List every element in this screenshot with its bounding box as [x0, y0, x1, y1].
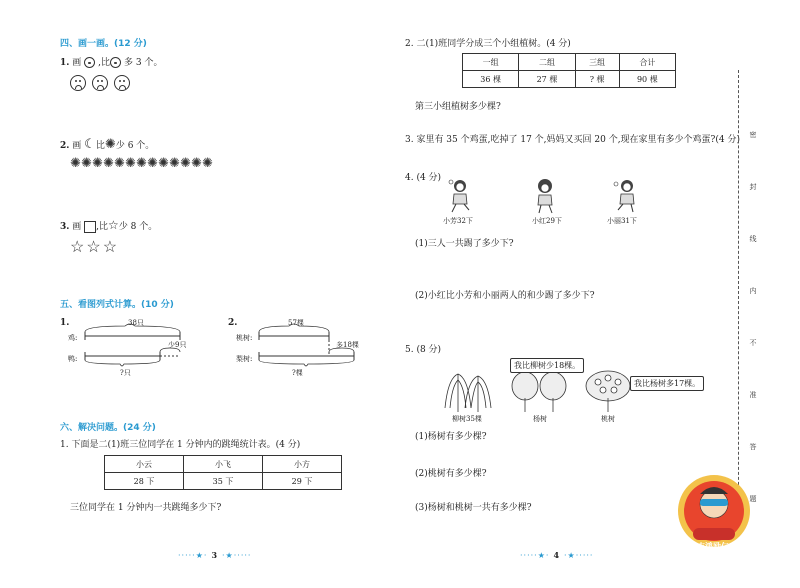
table-cell: 90 棵: [619, 71, 675, 88]
label-pear: 梨树:: [236, 355, 253, 363]
seal-line-char: 答: [749, 443, 757, 451]
tree-table: [462, 53, 676, 88]
sun-icon: ✺: [70, 156, 81, 171]
question-5-part-3: (3)杨树和桃树一共有多少棵?: [415, 503, 532, 513]
tree-label-willow: 柳树35棵: [452, 415, 482, 423]
table-cell: 27 棵: [519, 71, 575, 88]
draw-question-3: 3. 画 ,比☆少 8 个。: [60, 218, 158, 232]
table-header: 三组: [575, 54, 619, 71]
sad-faces-row: [70, 75, 133, 94]
bottom-value-1: ?只: [120, 369, 131, 377]
girl-kicking-icon: [530, 178, 560, 214]
question-6-1-ask: 三位同学在 1 分钟内一共跳绳多少下?: [70, 503, 222, 513]
table-header: 二组: [519, 54, 575, 71]
star-icon: ☆: [86, 237, 101, 256]
badge-text: 志鸿励仁: [697, 542, 729, 551]
top-value-1: 38只: [128, 319, 144, 327]
sun-icon: ✺: [147, 156, 158, 171]
label-peach: 桃树:: [236, 334, 253, 342]
question-4-part-1: (1)三人一共踢了多少下?: [415, 239, 514, 249]
seal-line-char: 封: [749, 183, 757, 191]
table-header: 一组: [463, 54, 519, 71]
draw-question-1: 1. 画 ,比 多 3 个。: [60, 58, 163, 68]
girl-kicking-icon: [445, 178, 475, 214]
seal-line-char: 不: [749, 339, 757, 347]
sun-icon: ✺: [180, 156, 191, 171]
sun-icon: ✺: [202, 156, 213, 171]
moon-icon: ☾: [84, 137, 96, 152]
sad-face-icon: [114, 75, 130, 91]
smile-face-icon: [84, 57, 95, 68]
sun-icon: ✺: [81, 156, 92, 171]
question-4-part-2: (2)小红比小芳和小丽两人的和少踢了多少下?: [415, 291, 595, 301]
seal-line-char: 线: [749, 235, 757, 243]
tree-label-peach: 桃树: [601, 415, 615, 423]
page-number: 3: [211, 550, 219, 560]
table-cell: ? 棵: [575, 71, 619, 88]
table-header: 小方: [263, 456, 342, 473]
page-footer-left: ·····★· 3 ·★·····: [178, 550, 252, 560]
star-icon: ☆: [102, 237, 118, 256]
willow-tree-icon: [445, 374, 491, 412]
sun-icon: ✺: [169, 156, 180, 171]
table-cell: 36 棵: [463, 71, 519, 88]
poplar-tree-icon: [512, 372, 566, 412]
diff-value-2: 多18棵: [336, 341, 359, 349]
table-header: 小云: [105, 456, 184, 473]
diff-value-1: 少9只: [168, 341, 187, 349]
draw-question-2: 2. 画 ☾比✺少 6 个。: [60, 137, 155, 152]
speech-bubble-peach: 我比杨树多17棵。: [630, 376, 704, 391]
peach-tree-icon: [586, 371, 630, 412]
sad-face-icon: [110, 57, 121, 68]
question-5-part-2: (2)桃树有多少棵?: [415, 469, 487, 479]
seal-line-char: 内: [749, 287, 757, 295]
sad-face-icon: [70, 75, 86, 91]
stars-row: [70, 237, 119, 256]
sun-icon: ✺: [103, 156, 114, 171]
seal-line-char: 密: [749, 131, 757, 139]
sun-icon: ✺: [104, 137, 116, 152]
star-icon: ☆: [70, 237, 85, 256]
star-icon: ☆: [108, 218, 119, 232]
tree-label-poplar: 杨树: [533, 415, 547, 423]
table-header: 小飞: [184, 456, 263, 473]
question-4: 4. (4 分): [405, 173, 442, 183]
question-2: 2. 二(1)班同学分成三个小组植树。(4 分): [405, 39, 571, 49]
question-2-ask: 第三小组植树多少棵?: [415, 102, 501, 112]
label-chicken: 鸡:: [68, 334, 78, 342]
label-duck: 鸭:: [68, 355, 78, 363]
girl-kicking-icon: [612, 178, 642, 214]
problem-2-number: 2.: [228, 318, 238, 328]
trees-illustration: [440, 368, 650, 414]
page-footer-right: ·····★· 4 ·★·····: [520, 550, 594, 560]
seal-line-char: 准: [749, 391, 757, 399]
sun-icon: ✺: [158, 156, 169, 171]
top-value-2: 57棵: [288, 319, 304, 327]
table-cell: 29 下: [263, 473, 342, 490]
seal-line-char: 题: [749, 495, 757, 503]
table-cell: 35 下: [184, 473, 263, 490]
kid-label-2: 小红29下: [532, 217, 562, 225]
line-diagram-2: [254, 322, 364, 372]
question-5: 5. (8 分): [405, 345, 442, 355]
sun-icon: ✺: [191, 156, 202, 171]
section-6-title: 六、解决问题。(24 分): [60, 423, 156, 433]
jump-rope-table: [104, 455, 342, 490]
sun-icon: ✺: [125, 156, 136, 171]
bottom-value-2: ?棵: [292, 369, 303, 377]
speech-bubble-poplar: 我比柳树少18棵。: [510, 358, 584, 373]
line-diagram-1: [80, 322, 200, 372]
sun-icon: ✺: [136, 156, 147, 171]
question-3: 3. 家里有 35 个鸡蛋,吃掉了 17 个,妈妈又买回 20 个,现在家里有多少个鸡蛋?(4 分): [405, 135, 740, 145]
suns-row: [70, 157, 213, 170]
sun-icon: ✺: [114, 156, 125, 171]
square-icon: [84, 221, 96, 233]
page-number: 4: [553, 550, 561, 560]
table-header: 合计: [619, 54, 675, 71]
kid-label-1: 小芳32下: [443, 217, 473, 225]
section-4-title: 四、画一画。(12 分): [60, 39, 147, 49]
seal-dashed-line: [738, 70, 739, 510]
sad-face-icon: [92, 75, 108, 91]
question-6-1: 1. 下面是二(1)班三位同学在 1 分钟内的跳绳统计表。(4 分): [60, 440, 301, 450]
mascot-badge-icon: [675, 472, 753, 550]
section-5-title: 五、看图列式计算。(10 分): [60, 300, 174, 310]
sun-icon: ✺: [92, 156, 103, 171]
kid-label-3: 小丽31下: [607, 217, 637, 225]
problem-1-number: 1.: [60, 318, 70, 328]
table-cell: 28 下: [105, 473, 184, 490]
question-5-part-1: (1)杨树有多少棵?: [415, 432, 487, 442]
